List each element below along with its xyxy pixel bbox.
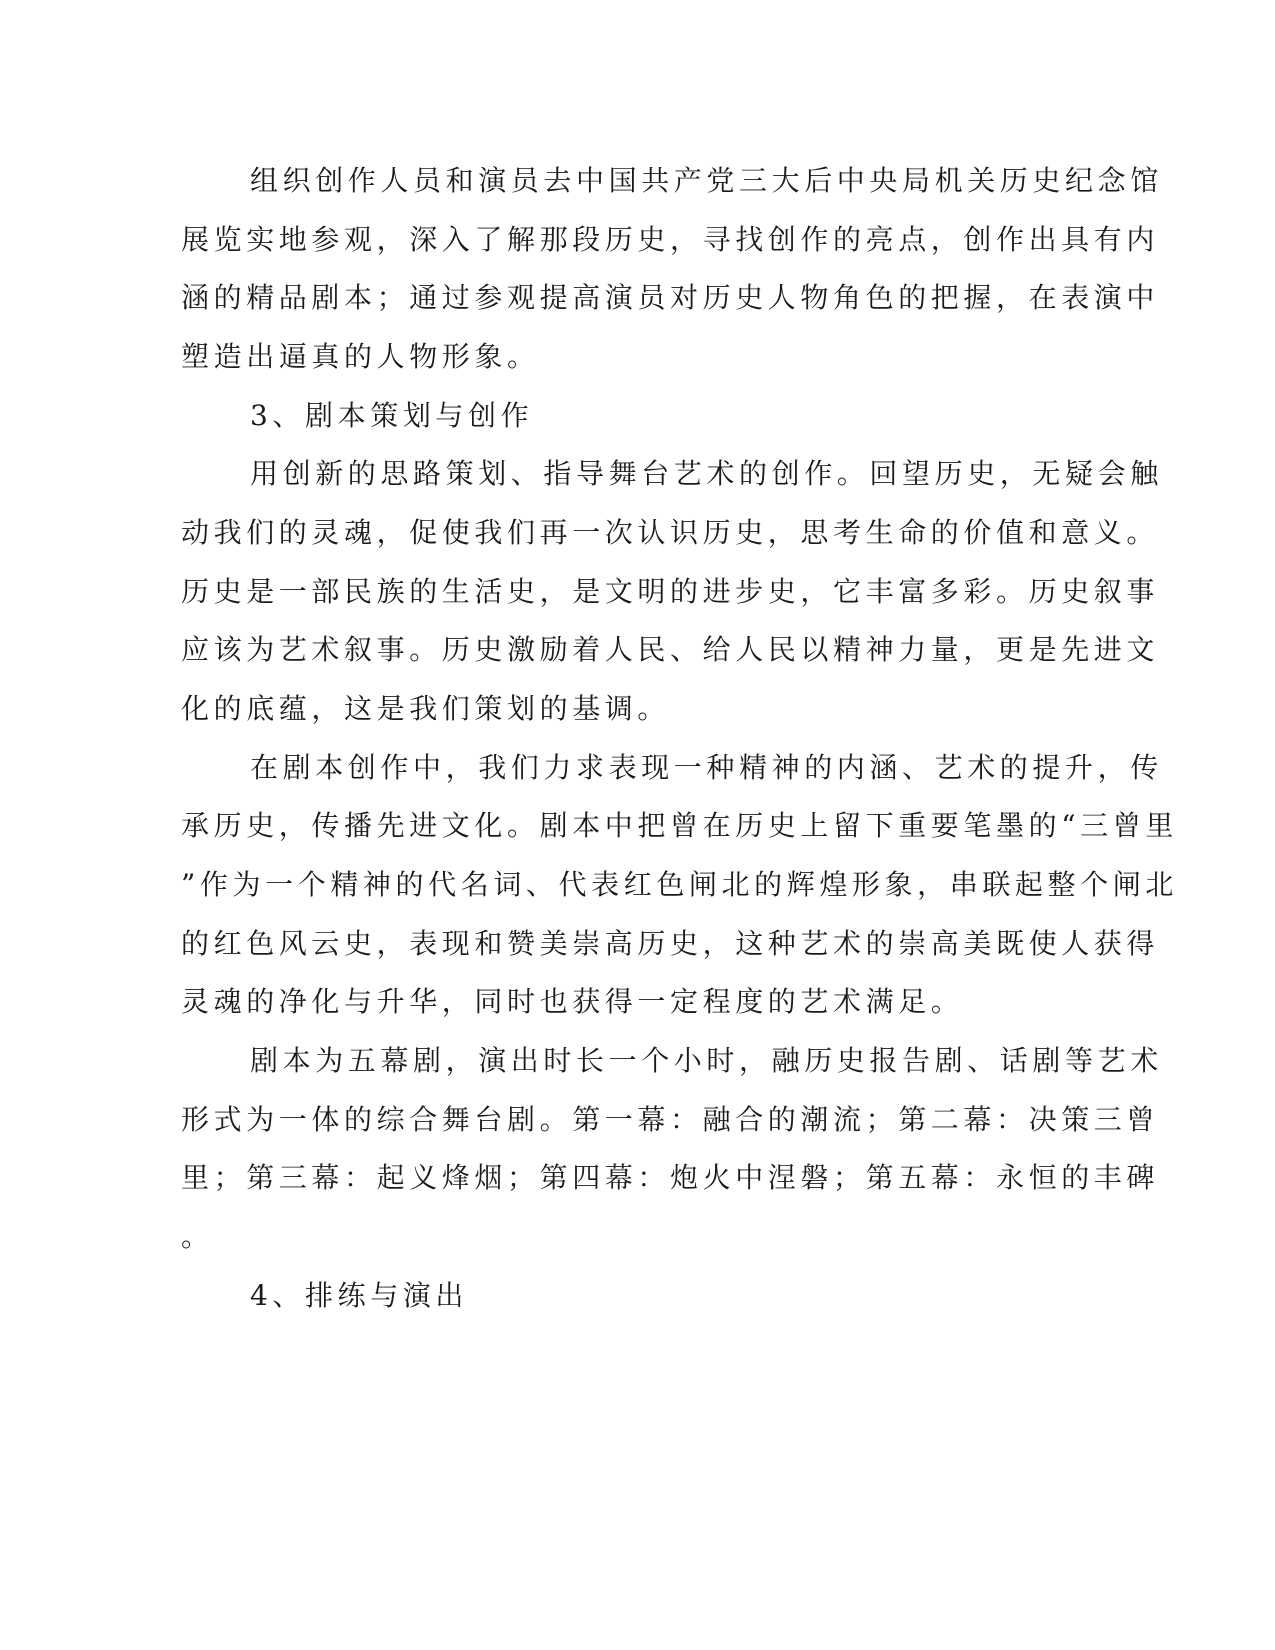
paragraph-4-line-4: 。	[181, 1220, 214, 1253]
paragraph-2-line-4: 应该为艺术叙事。历史激励着人民、给人民以精神力量，更是先进文	[181, 633, 1160, 666]
paragraph-3-line-4: 的红色风云史，表现和赞美崇高历史，这种艺术的崇高美既使人获得	[181, 927, 1160, 960]
paragraph-1-line-3: 涵的精品剧本；通过参观提高演员对历史人物角色的把握，在表演中	[181, 281, 1160, 314]
paragraph-2-line-1: 用创新的思路策划、指导舞台艺术的创作。回望历史，无疑会触	[250, 457, 1163, 490]
section-heading-3: 3、剧本策划与创作	[250, 399, 534, 432]
paragraph-3-line-3: ”作为一个精神的代名词、代表红色闸北的辉煌形象，串联起整个闸北	[181, 868, 1178, 901]
paragraph-1-line-2: 展览实地参观，深入了解那段历史，寻找创作的亮点，创作出具有内	[181, 223, 1160, 256]
paragraph-2-line-3: 历史是一部民族的生活史，是文明的进步史，它丰富多彩。历史叙事	[181, 575, 1160, 608]
paragraph-2-line-2: 动我们的灵魂，促使我们再一次认识历史，思考生命的价值和意义。	[181, 516, 1160, 549]
paragraph-4-line-1: 剧本为五幕剧，演出时长一个小时，融历史报告剧、话剧等艺术	[250, 1044, 1163, 1077]
paragraph-3-line-5: 灵魂的净化与升华，同时也获得一定程度的艺术满足。	[181, 985, 964, 1018]
paragraph-1-line-1: 组织创作人员和演员去中国共产党三大后中央局机关历史纪念馆	[250, 164, 1163, 197]
paragraph-1-line-4: 塑造出逼真的人物形象。	[181, 340, 540, 373]
paragraph-3-line-2: 承历史，传播先进文化。剧本中把曾在历史上留下重要笔墨的“三曾里	[181, 809, 1178, 842]
section-heading-4: 4、排练与演出	[250, 1279, 469, 1312]
paragraph-3-line-1: 在剧本创作中，我们力求表现一种精神的内涵、艺术的提升，传	[250, 751, 1163, 784]
paragraph-2-line-5: 化的底蕴，这是我们策划的基调。	[181, 692, 671, 725]
paragraph-4-line-3: 里；第三幕：起义烽烟；第四幕：炮火中涅磐；第五幕：永恒的丰碑	[181, 1161, 1160, 1194]
paragraph-4-line-2: 形式为一体的综合舞台剧。第一幕：融合的潮流；第二幕：决策三曾	[181, 1103, 1160, 1136]
